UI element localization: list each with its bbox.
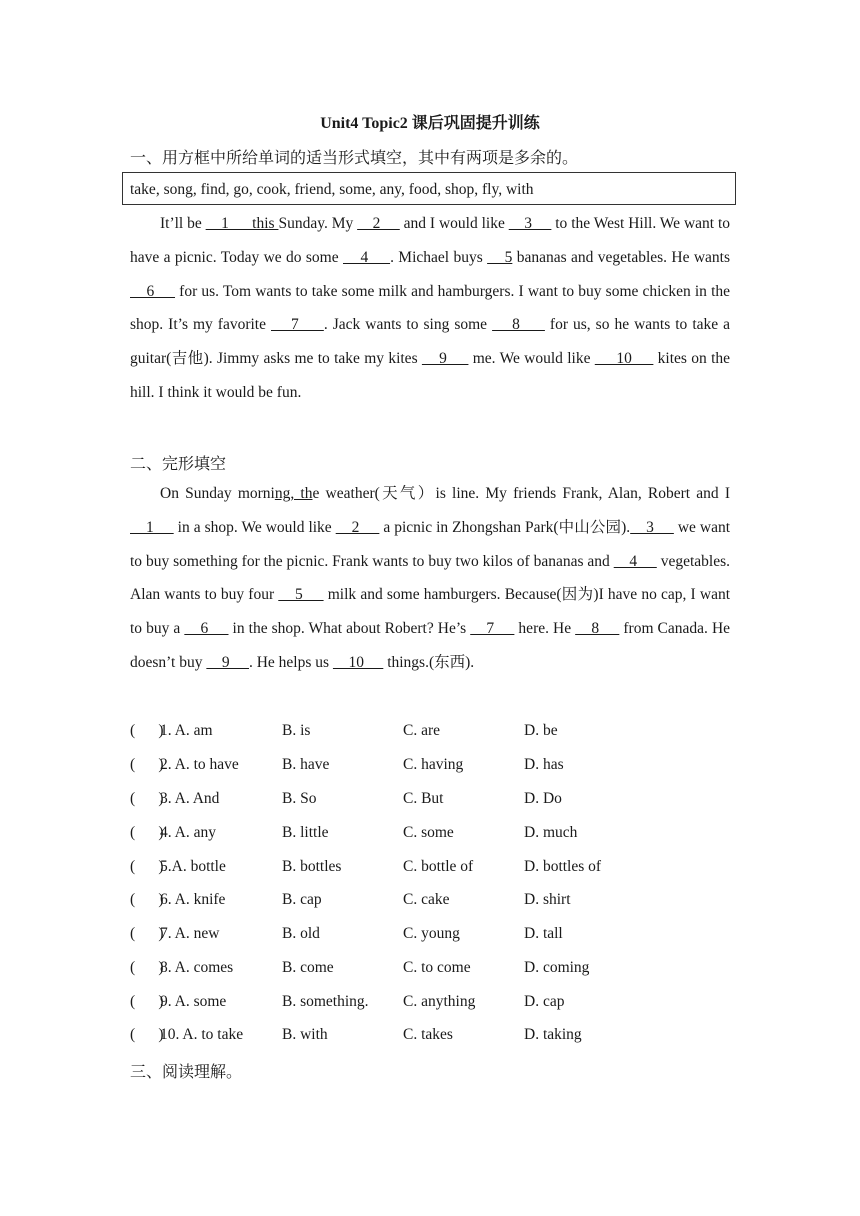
option-b: B. with: [282, 1026, 328, 1043]
blank-9: 9: [206, 653, 249, 671]
passage-text: me. We would like: [468, 350, 595, 368]
blank-8: 8: [575, 620, 620, 638]
blank-2: 2: [335, 518, 380, 536]
blank-9: 9: [421, 350, 469, 368]
section2-passage: [130, 477, 730, 680]
blank-10: 10: [594, 350, 654, 368]
passage-text: for us, so he wants to take a guitar(吉他). Jimmy asks me to take my kites: [130, 316, 731, 368]
question-row: [130, 1018, 730, 1052]
blank-7: 7: [271, 316, 324, 334]
question-row: [130, 917, 730, 951]
option-d: D. cap: [524, 993, 565, 1010]
option-d: D. Do: [524, 790, 562, 807]
passage-underline: ng, th: [274, 485, 313, 502]
answer-paren[interactable]: ( ): [130, 722, 164, 739]
question-row: [130, 748, 730, 782]
section3-heading: 三、阅读理解。: [130, 1064, 243, 1081]
blank-3: 3: [630, 518, 674, 536]
blank-1: 1 this: [205, 215, 279, 232]
option-d: D. tall: [524, 925, 563, 942]
option-c: C. some: [403, 824, 454, 841]
option-a: 8. A. comes: [160, 959, 234, 976]
answer-paren[interactable]: ( ): [130, 756, 164, 773]
blank-3: 3: [508, 215, 552, 232]
option-c: C. are: [403, 722, 441, 739]
passage-text: milk and some hamburgers. Because(因为)I have no cap, I want to buy a: [130, 586, 731, 638]
option-a: 4. A. any: [160, 824, 216, 841]
option-c: C. But: [403, 790, 444, 807]
passage-text: . He helps us: [248, 653, 333, 671]
answer-paren[interactable]: ( ): [130, 858, 164, 875]
question-row: [130, 714, 730, 748]
option-a: 5.A. bottle: [160, 858, 226, 875]
passage-text: On Sunday morni: [160, 485, 275, 502]
blank-1: 1: [130, 518, 174, 536]
option-d: D. shirt: [524, 891, 571, 908]
passage-text: to the West Hill. We want to have a picnic. Today we do some: [130, 215, 731, 266]
blank-2: 2: [357, 215, 400, 232]
option-c: C. cake: [403, 891, 450, 908]
question-row: [130, 985, 730, 1019]
option-c: C. takes: [403, 1026, 453, 1043]
option-c: C. having: [403, 756, 464, 773]
option-d: D. coming: [524, 959, 590, 976]
option-b: B. old: [282, 925, 320, 942]
section2-heading: 二、完形填空: [130, 456, 227, 473]
option-d: D. be: [524, 722, 558, 739]
option-d: D. bottles of: [524, 858, 602, 875]
option-a: 3. A. And: [160, 790, 220, 807]
option-b: B. is: [282, 722, 311, 739]
answer-paren[interactable]: ( ): [130, 790, 164, 807]
passage-text: things.(东西).: [383, 653, 475, 671]
passage-text: It’ll be: [160, 215, 206, 232]
passage-text: and I would like: [399, 215, 509, 232]
blank-4: 4: [613, 552, 657, 570]
answer-paren[interactable]: ( ): [130, 824, 164, 841]
option-c: C. bottle of: [403, 858, 474, 875]
blank-5: 5: [278, 586, 324, 604]
option-a: 7. A. new: [160, 925, 220, 942]
passage-text: in a shop. We would like: [173, 518, 336, 536]
answer-paren[interactable]: ( ): [130, 993, 164, 1010]
option-b: B. have: [282, 756, 330, 773]
answer-paren[interactable]: ( ): [130, 959, 164, 976]
option-c: C. young: [403, 925, 460, 942]
option-b: B. bottles: [282, 858, 342, 875]
option-a: 1. A. am: [160, 722, 213, 739]
passage-text: kites on the hill. I think it would be fun.: [130, 350, 731, 401]
blank-6: 6: [184, 620, 229, 638]
blank-10: 10: [332, 653, 384, 671]
option-d: D. taking: [524, 1026, 582, 1043]
question-row: [130, 816, 730, 850]
option-a: 9. A. some: [160, 993, 227, 1010]
question-row: [130, 883, 730, 917]
option-b: B. little: [282, 824, 329, 841]
option-a: 6. A. knife: [160, 891, 226, 908]
section1-passage: [130, 207, 730, 410]
blank-4: 4: [343, 248, 391, 266]
blank-5: 5: [487, 248, 513, 266]
section1-heading: 一、用方框中所给单词的适当形式填空，其中有两项是多余的。: [130, 150, 579, 167]
answer-paren[interactable]: ( ): [130, 1026, 164, 1043]
passage-text: for us. Tom wants to take some milk and hamburgers. I want to buy some chicken in the shop. It’s my favorite: [130, 282, 730, 334]
passage-text: vegetables. Alan wants to buy four: [130, 552, 730, 604]
passage-text: here. He: [514, 620, 576, 638]
passage-text: . Jack wants to sing some: [323, 316, 493, 334]
answer-paren[interactable]: ( ): [130, 891, 164, 908]
option-b: B. cap: [282, 891, 322, 908]
passage-text: a picnic in Zhongshan Park(中山公园).: [379, 518, 631, 536]
answer-paren[interactable]: ( ): [130, 925, 164, 942]
question-row: [130, 850, 730, 884]
passage-text: bananas and vegetables. He wants: [512, 248, 731, 266]
blank-6: 6: [130, 282, 176, 300]
option-d: D. has: [524, 756, 564, 773]
page-title: Unit4 Topic2 课后巩固提升训练: [320, 115, 540, 132]
passage-text: we want to buy something for the picnic. Frank wants to buy two kilos of bananas and: [130, 518, 731, 570]
passage-text: Sunday. My: [278, 215, 358, 232]
word-box: take, song, find, go, cook, friend, some, any, food, shop, fly, with: [122, 172, 736, 205]
option-a: 10. A. to take: [160, 1026, 244, 1043]
option-a: 2. A. to have: [160, 756, 239, 773]
option-c: C. to come: [403, 959, 471, 976]
question-row: [130, 951, 730, 985]
option-c: C. anything: [403, 993, 476, 1010]
question-row: [130, 782, 730, 816]
passage-text: e weather(天气）is line. My friends Frank, Alan, Robert and I: [312, 485, 730, 502]
blank-7: 7: [470, 620, 515, 638]
passage-text: in the shop. What about Robert? He’s: [228, 620, 471, 638]
option-d: D. much: [524, 824, 578, 841]
blank-8: 8: [492, 316, 545, 334]
passage-text: from Canada. He doesn’t buy: [130, 620, 731, 671]
option-b: B. something.: [282, 993, 369, 1010]
passage-text: . Michael buys: [390, 248, 488, 266]
option-b: B. come: [282, 959, 334, 976]
option-b: B. So: [282, 790, 317, 807]
